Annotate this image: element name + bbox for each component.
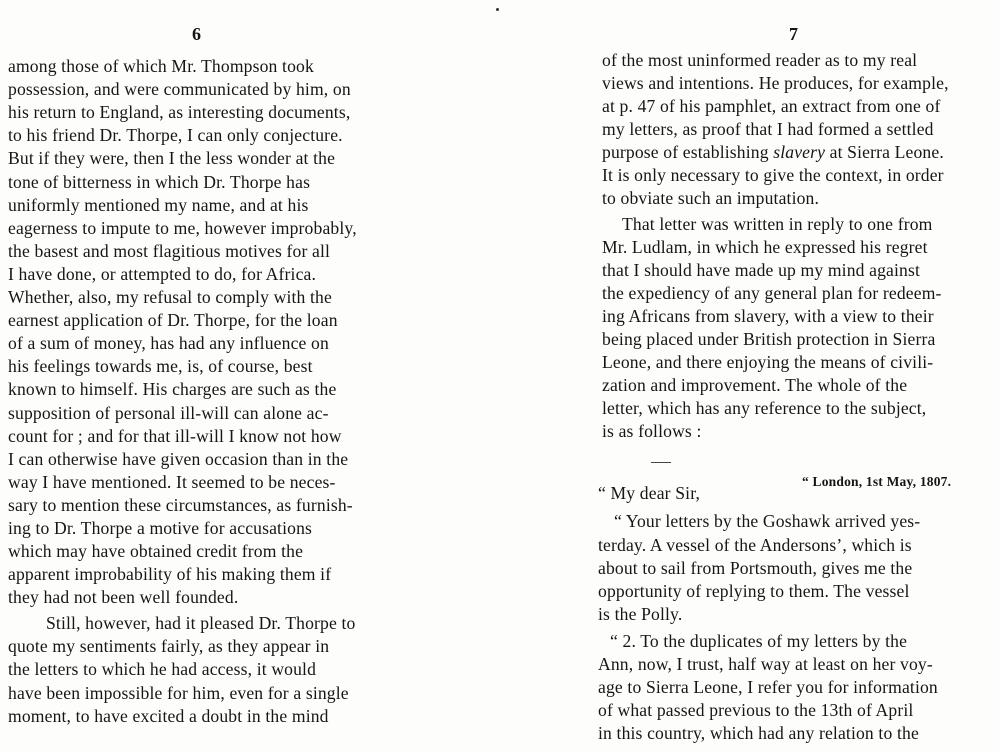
- text-line: count for ; and for that ill-will I know not how: [8, 426, 342, 446]
- page-number-left: 6: [192, 24, 201, 44]
- letter-salutation: “ My dear Sir,: [598, 483, 701, 503]
- text-line: uniformly mentioned my name, and at his: [8, 195, 309, 215]
- text-line: quote my sentiments fairly, as they appear in: [8, 636, 330, 656]
- text-line: letter, which has any reference to the subject,: [602, 398, 927, 418]
- text-line: his return to England, as interesting documents,: [8, 102, 351, 122]
- text-line: way I have mentioned. It seemed to be neces-: [8, 472, 336, 492]
- text-line: of the most uninformed reader as to my real: [602, 50, 918, 70]
- text-line: “ Your letters by the Goshawk arrived yes-: [614, 511, 921, 531]
- text-line: Whether, also, my refusal to comply with the: [8, 287, 332, 307]
- text-line: to obviate such an imputation.: [602, 188, 820, 208]
- text-line: have been impossible for him, even for a single: [8, 683, 349, 703]
- text-line: moment, to have excited a doubt in the mind: [8, 706, 329, 726]
- text-line: at p. 47 of his pamphlet, an extract from one of: [602, 96, 941, 116]
- text-line: that I should have made up my mind against: [602, 260, 921, 280]
- text-line: “ 2. To the duplicates of my letters by the: [610, 631, 908, 651]
- text-line: of a sum of money, has had any influence on: [8, 333, 329, 353]
- text-line: zation and improvement. The whole of the: [602, 375, 908, 395]
- text-line: That letter was written in reply to one from: [622, 214, 933, 234]
- text-line: sary to mention these circumstances, as furnish-: [8, 495, 353, 515]
- page-number-right: 7: [789, 24, 798, 44]
- letter-dateline: “ London, 1st May, 1807.: [802, 474, 952, 489]
- italic-word: slavery: [773, 142, 826, 162]
- text-line: to his friend Dr. Thorpe, I can only conjecture.: [8, 125, 343, 145]
- text-line: his feelings towards me, is, of course, best: [8, 356, 313, 376]
- text-line: Still, however, had it pleased Dr. Thorpe to: [46, 613, 356, 633]
- separator-rule: [651, 462, 671, 463]
- text-line: among those of which Mr. Thompson took: [8, 56, 314, 76]
- text-line: views and intentions. He produces, for example,: [602, 73, 949, 93]
- text-line: of what passed previous to the 13th of April: [598, 700, 914, 720]
- text-line: I have done, or attempted to do, for Africa.: [8, 264, 317, 284]
- text-line: about to sail from Portsmouth, gives me the: [598, 558, 913, 578]
- text-line: being placed under British protection in Sierra: [602, 329, 936, 349]
- text-line: in this country, which had any relation to the: [598, 723, 919, 743]
- text-line: eagerness to impute to me, however improbably,: [8, 218, 357, 238]
- text-line: I can otherwise have given occasion than in the: [8, 449, 349, 469]
- text-line: is as follows :: [602, 421, 702, 441]
- text-line: my letters, as proof that I had formed a settled: [602, 119, 934, 139]
- text-line: Leone, and there enjoying the means of civili-: [602, 352, 934, 372]
- text-line: the expediency of any general plan for redeem-: [602, 283, 942, 303]
- text-line: opportunity of replying to them. The vessel: [598, 581, 910, 601]
- text-line: tone of bitterness in which Dr. Thorpe has: [8, 172, 311, 192]
- text-line: they had not been well founded.: [8, 587, 239, 607]
- text-line: apparent improbability of his making them if: [8, 564, 332, 584]
- text-line: known to himself. His charges are such as the: [8, 379, 337, 399]
- text-line: ing to Dr. Thorpe a motive for accusations: [8, 518, 313, 538]
- text-line: supposition of personal ill-will can alone ac-: [8, 403, 329, 423]
- text-line: possession, and were communicated by him, on: [8, 79, 351, 99]
- text-line: Mr. Ludlam, in which he expressed his regret: [602, 237, 928, 257]
- text-line: terday. A vessel of the Andersons’, which is: [598, 535, 912, 555]
- text-line: ing Africans from slavery, with a view to their: [602, 306, 934, 326]
- text-line: is the Polly.: [598, 604, 683, 624]
- text-line: the letters to which he had access, it would: [8, 659, 317, 679]
- text-line: which may have obtained credit from the: [8, 541, 304, 561]
- print-speck: [496, 8, 499, 11]
- text-line: But if they were, then I the less wonder at the: [8, 148, 336, 168]
- text-line: age to Sierra Leone, I refer you for information: [598, 677, 938, 697]
- text-line: Ann, now, I trust, half way at least on her voy-: [598, 654, 933, 674]
- text-line: the basest and most flagitious motives for all: [8, 241, 331, 261]
- text-line: It is only necessary to give the context, in order: [602, 165, 944, 185]
- text-line: purpose of establishing slavery at Sierra Leone.: [602, 142, 944, 162]
- text-line: earnest application of Dr. Thorpe, for the loan: [8, 310, 338, 330]
